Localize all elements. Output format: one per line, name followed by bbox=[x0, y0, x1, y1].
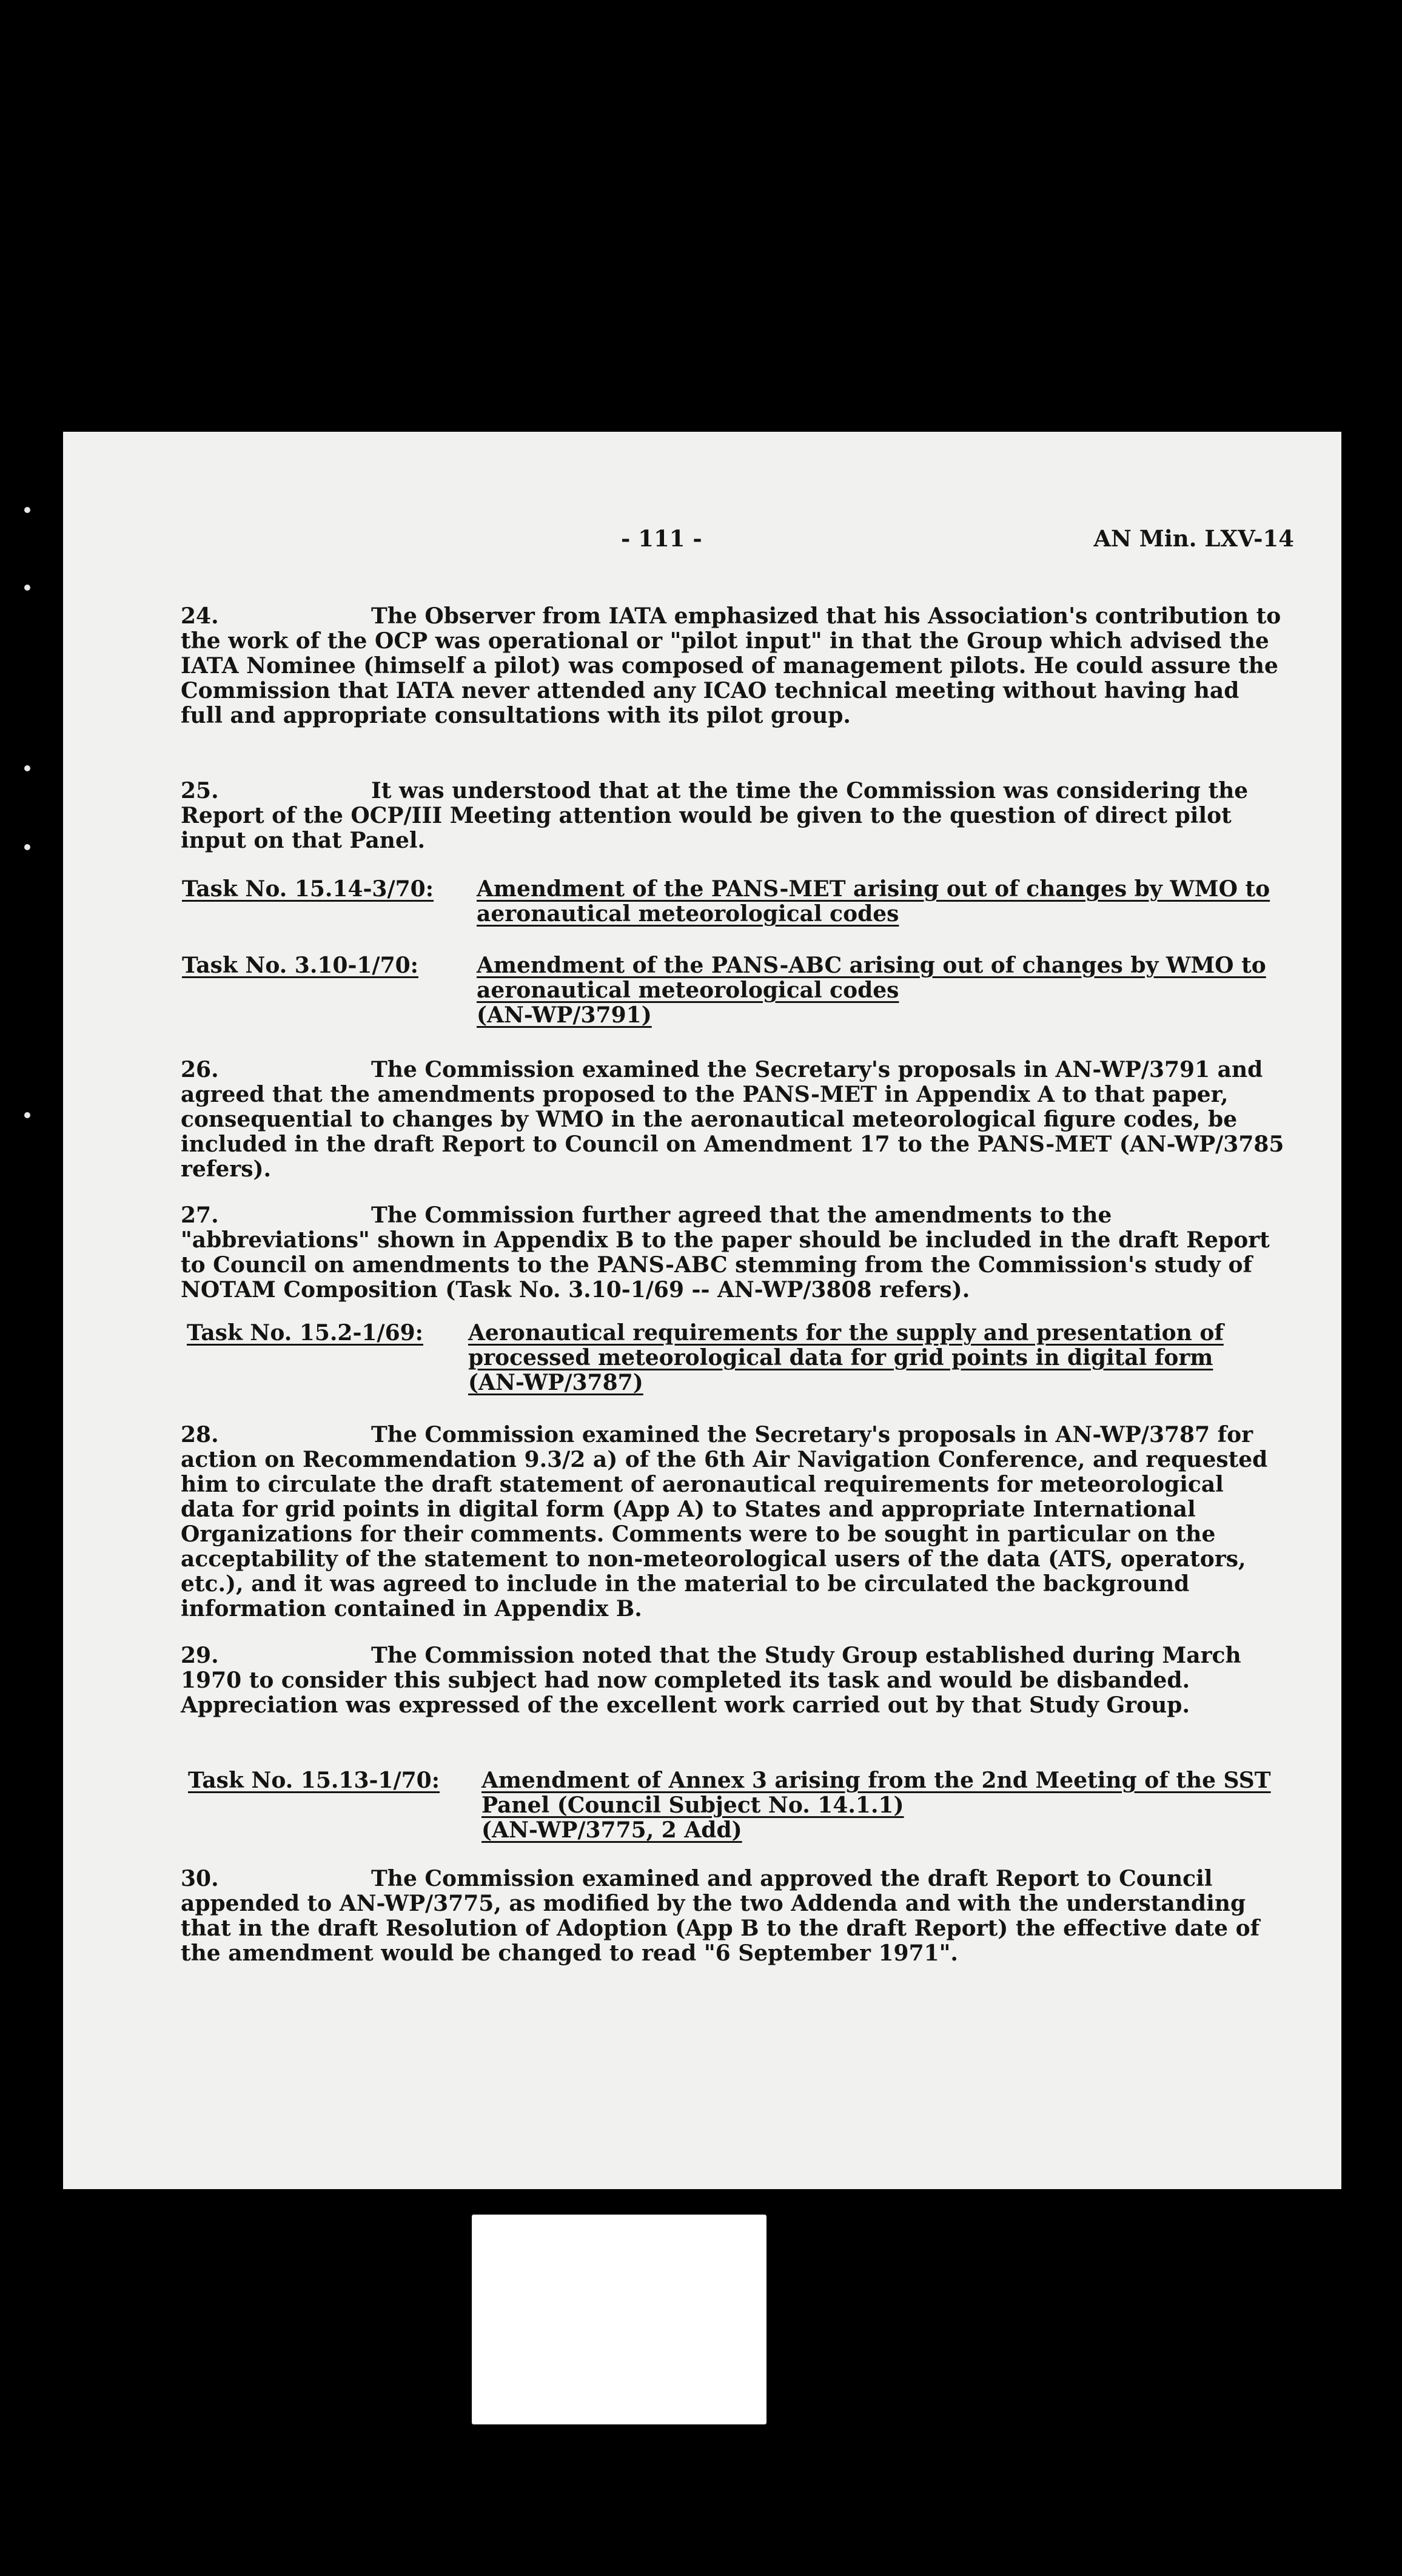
paragraph-number: 26. bbox=[181, 1057, 219, 1082]
paragraph-29 bbox=[181, 1643, 1284, 1718]
paragraph-30 bbox=[181, 1867, 1284, 1966]
paragraph-text: The Commission examined the Secretary's proposals in AN-WP/3787 for action on Recommendation 9.3/2 a) of the 6th Air Navigation Conference, and requested him to circulate the draft statement of aeronautical requirements for meteorological data for grid points in digital form (App A) to States and appropriate International Organizations for their comments. Comments were to be sought in particular on the acceptability of the statement to non-meteorological users of the data (ATS, operators, etc.), and it was agreed to include in the material to be circulated the background information contained in Appendix B. bbox=[181, 1422, 1268, 1622]
task-title: Amendment of the PANS-ABC arising out of changes by WMO to aeronautical meteorological codes bbox=[477, 953, 1266, 1003]
paragraph-25 bbox=[181, 779, 1284, 853]
paragraph-number: 29. bbox=[181, 1643, 219, 1668]
paragraph-26 bbox=[181, 1058, 1284, 1182]
task-reference: (AN-WP/3787) bbox=[468, 1370, 643, 1395]
scan-hole-mark bbox=[24, 507, 30, 513]
paragraph-text: The Commission further agreed that the amendments to the "abbreviations" shown in Appendix B to the paper should be included in the draft Report to Council on amendments to the PANS-ABC stemming from the Commission's study of NOTAM Composition (Task No. 3.10-1/69 -- AN-WP/3808 refers). bbox=[181, 1202, 1270, 1303]
task-label: Task No. 3.10-1/70: bbox=[182, 953, 418, 978]
task-title-block bbox=[477, 953, 1344, 1028]
document-reference: AN Min. LXV-14 bbox=[1093, 525, 1294, 552]
paragraph-text: The Commission examined and approved the draft Report to Council appended to AN-WP/3775, as modified by the two Addenda and with the understanding that in the draft Resolution of Adoption (App B to the draft Report) the effective date of the amendment would be changed to read "6 September 1971". bbox=[181, 1866, 1260, 1966]
page-number: - 111 - bbox=[621, 525, 702, 552]
paragraph-text: The Commission noted that the Study Group established during March 1970 to consider this subject had now completed its task and would be disbanded. Appreciation was expressed of the excellent work carried out by that Study Group. bbox=[181, 1643, 1241, 1718]
blank-label-card bbox=[472, 2215, 766, 2424]
task-title: Aeronautical requirements for the supply and presentation of processed meteorological data for grid points in digital form bbox=[468, 1320, 1224, 1370]
task-reference: (AN-WP/3791) bbox=[477, 1002, 652, 1028]
page-header bbox=[63, 525, 1341, 562]
task-label: Task No. 15.2-1/69: bbox=[187, 1320, 423, 1346]
task-label: Task No. 15.13-1/70: bbox=[188, 1768, 440, 1793]
paragraph-text: The Observer from IATA emphasized that his Association's contribution to the work of the OCP was operational or "pilot input" in that the Group which advised the IATA Nominee (himself a pilot) was composed of management pilots. He could assure the Commission that IATA never attended any ICAO technical meeting without having had full and appropriate consultations with its pilot group. bbox=[181, 603, 1281, 728]
paragraph-27 bbox=[181, 1203, 1284, 1303]
scan-hole-mark bbox=[24, 585, 30, 591]
paragraph-number: 27. bbox=[181, 1202, 219, 1228]
paragraph-number: 24. bbox=[181, 603, 219, 629]
paragraph-24 bbox=[181, 604, 1284, 728]
scan-hole-mark bbox=[24, 765, 30, 771]
task-reference: (AN-WP/3775, 2 Add) bbox=[481, 1817, 742, 1843]
paragraph-text: The Commission examined the Secretary's proposals in AN-WP/3791 and agreed that the amendments proposed to the PANS-MET in Appendix A to that paper, consequential to changes by WMO in the aeronautical meteorological figure codes, be included in the draft Report to Council on Amendment 17 to the PANS-MET (AN-WP/3785 refers). bbox=[181, 1057, 1284, 1182]
task-title: Amendment of Annex 3 arising from the 2nd Meeting of the SST Panel (Council Subject No. 14.1.1) bbox=[481, 1768, 1271, 1818]
paragraph-text: It was understood that at the time the Commission was considering the Report of the OCP/III Meeting attention would be given to the question of direct pilot input on that Panel. bbox=[181, 778, 1249, 853]
task-title: Amendment of the PANS-MET arising out of changes by WMO to aeronautical meteorological codes bbox=[477, 876, 1270, 927]
task-title-block bbox=[481, 1768, 1344, 1843]
paragraph-number: 30. bbox=[181, 1866, 219, 1891]
paragraph-number: 25. bbox=[181, 778, 219, 803]
paragraph-number: 28. bbox=[181, 1422, 219, 1447]
paragraph-28 bbox=[181, 1423, 1284, 1622]
scan-hole-mark bbox=[24, 1112, 30, 1118]
scan-hole-mark bbox=[24, 844, 30, 850]
document-page bbox=[63, 432, 1341, 2189]
task-title-block bbox=[477, 877, 1344, 927]
task-label: Task No. 15.14-3/70: bbox=[182, 876, 434, 902]
task-title-block bbox=[468, 1321, 1344, 1395]
